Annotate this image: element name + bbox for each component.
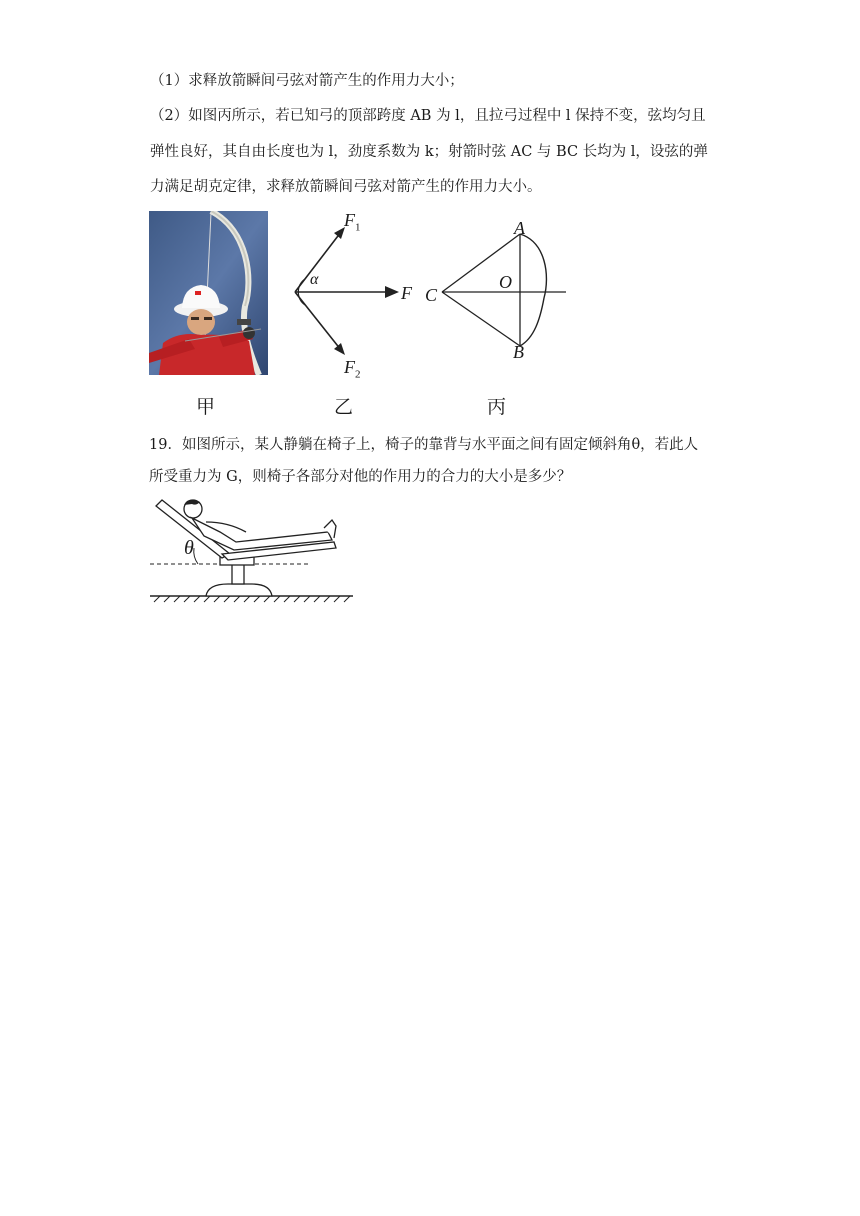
label-alpha: α <box>310 271 319 288</box>
reclining-chair-figure <box>148 492 358 604</box>
q18-part2-line3: 力满足胡克定律，求释放箭瞬间弓弦对箭产生的作用力大小。 <box>150 179 542 195</box>
label-c: C <box>425 285 438 305</box>
label-f: F <box>401 283 412 303</box>
q18-part2-line2: 弹性良好，其自由长度也为 l，劲度系数为 k；射箭时弦 AC 与 BC 长均为 l，设弦的弹 <box>150 144 708 160</box>
label-b: B <box>513 342 524 362</box>
caption-yi: 乙 <box>334 396 354 418</box>
theta-label: θ <box>184 537 194 559</box>
archer-photo <box>149 211 268 375</box>
q18-part1: （1）求释放箭瞬间弓弦对箭产生的作用力大小； <box>150 73 464 89</box>
q18-part2-line1: （2）如图丙所示，若已知弓的顶部跨度 AB 为 l，且拉弓过程中 l 保持不变，弦均匀且 <box>150 108 706 124</box>
q19-line2: 所受重力为 G，则椅子各部分对他的作用力的合力的大小是多少？ <box>149 469 572 485</box>
q19-line1: 19．如图所示，某人静躺在椅子上，椅子的靠背与水平面之间有固定倾斜角θ，若此人 <box>149 437 699 453</box>
bow-diagram-bing <box>438 228 570 360</box>
label-a: A <box>514 218 525 238</box>
label-f1: $F_1$ <box>344 210 361 234</box>
caption-bing: 丙 <box>487 396 507 418</box>
label-f2: $F_2$ <box>344 357 361 381</box>
caption-jia: 甲 <box>196 396 216 418</box>
label-o: O <box>499 272 512 292</box>
